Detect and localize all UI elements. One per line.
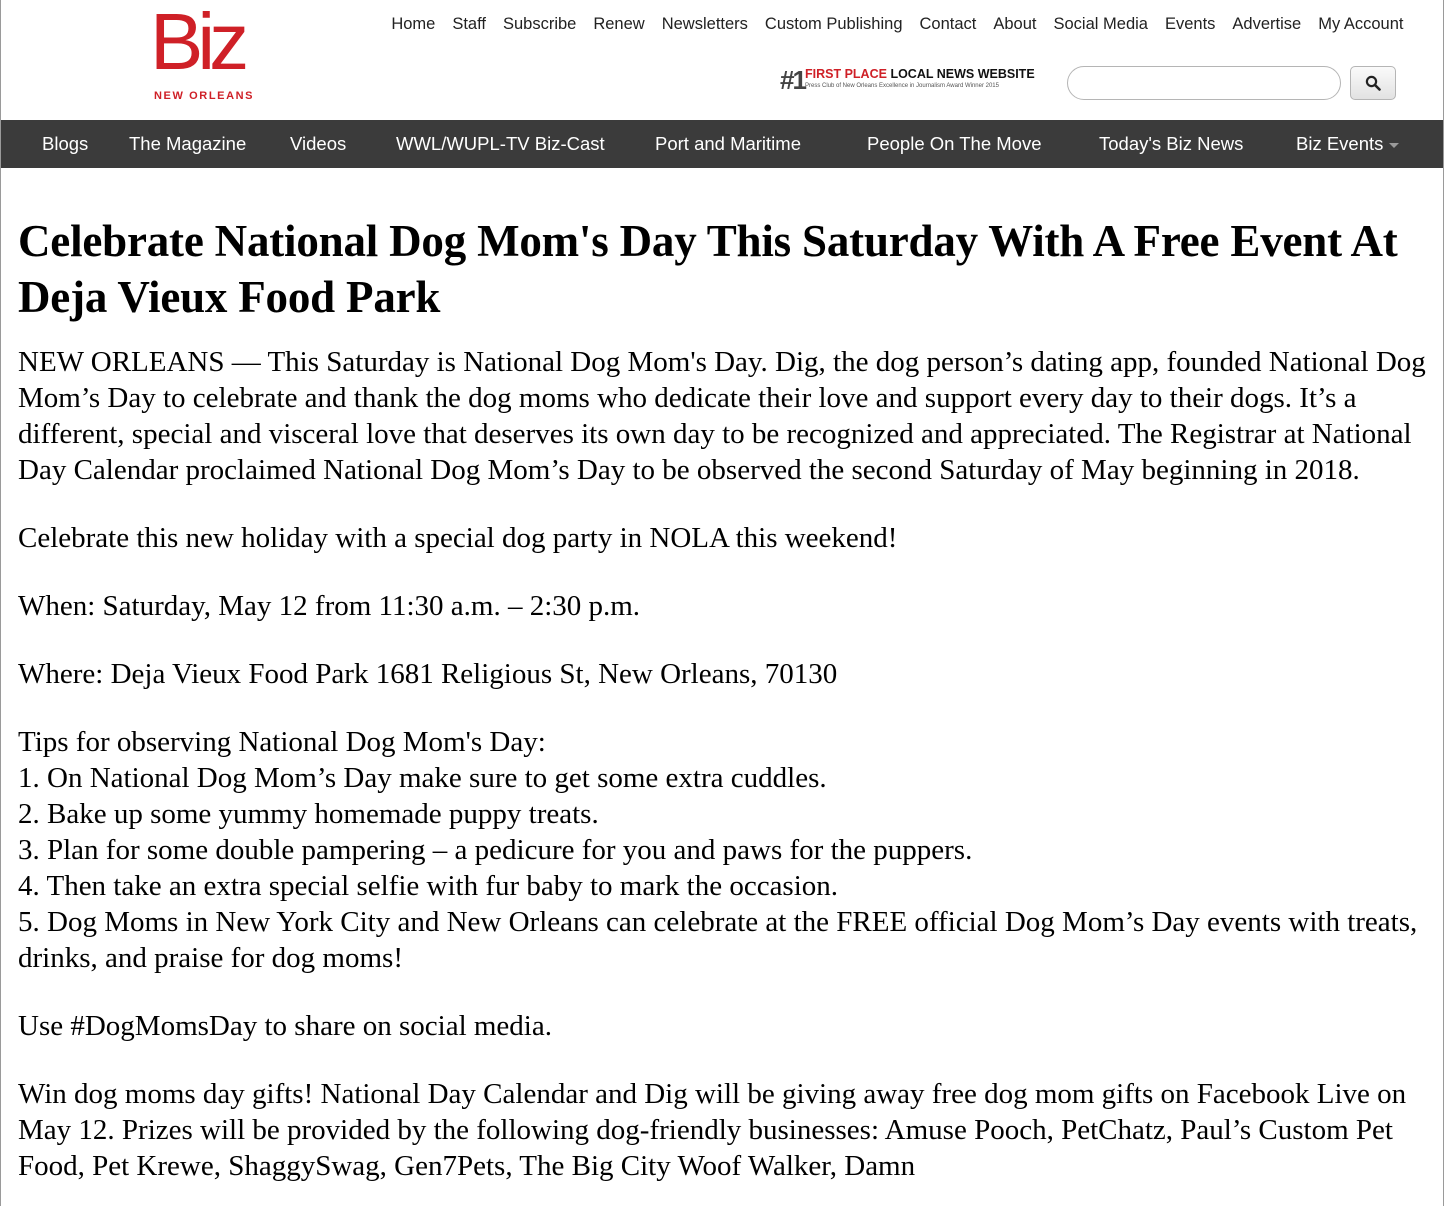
list-item: 1. On National Dog Mom’s Day make sure to get some extra cuddles. — [18, 762, 827, 794]
article — [18, 213, 1428, 1216]
top-nav-subscribe[interactable]: Subscribe — [502, 15, 577, 33]
article-title: Celebrate National Dog Mom's Day This Saturday With A Free Event At Deja Vieux Food Park — [18, 216, 1398, 322]
main-nav-blogs[interactable]: Blogs — [42, 133, 89, 154]
top-nav-staff[interactable]: Staff — [452, 15, 486, 33]
list-item: 4. Then take an extra special selfie with fur baby to mark the occasion. — [18, 870, 839, 902]
top-nav-events[interactable]: Events — [1164, 15, 1216, 33]
main-nav-biz-events-label: Biz Events — [1296, 133, 1384, 154]
main-nav — [1, 120, 1443, 168]
top-nav — [383, 13, 1412, 35]
main-nav-todays-biz-news[interactable]: Today's Biz News — [1099, 133, 1244, 154]
article-paragraph-celebrate: Celebrate this new holiday with a special dog party in NOLA this weekend! — [18, 522, 898, 554]
logo-subtitle: NEW ORLEANS — [154, 90, 255, 102]
logo-wordmark: Biz — [150, 0, 244, 86]
main-nav-port-and-maritime[interactable]: Port and Maritime — [655, 133, 801, 154]
main-nav-the-magazine[interactable]: The Magazine — [129, 133, 247, 154]
main-nav-people-on-the-move[interactable]: People On The Move — [867, 133, 1042, 154]
top-nav-home[interactable]: Home — [391, 15, 436, 33]
top-nav-my-account[interactable]: My Account — [1318, 15, 1404, 33]
list-item: 2. Bake up some yummy homemade puppy treats. — [18, 798, 599, 830]
top-nav-social-media[interactable]: Social Media — [1053, 15, 1148, 33]
main-nav-biz-events[interactable] — [1296, 120, 1399, 168]
top-nav-contact[interactable]: Contact — [919, 15, 977, 33]
search-input[interactable] — [1067, 66, 1341, 100]
article-body — [18, 344, 1428, 1184]
award-caption: Press Club of New Orleans Excellence in Journalism Award Winner 2015 — [805, 83, 999, 89]
article-win-gifts: Win dog moms day gifts! National Day Calendar and Dig will be giving away free dog mom gifts on Facebook Live on May 12. Prizes will be provided by the following dog-friendly businesses: Amuse Pooch, PetChatz, Paul’s Custom Pet Food, Pet Krewe, ShaggySwag, Gen7Pets, The Big City Woof Walker, Damn — [18, 1078, 1407, 1182]
article-where: Where: Deja Vieux Food Park 1681 Religious St, New Orleans, 70130 — [18, 658, 838, 690]
top-nav-about[interactable]: About — [993, 15, 1037, 33]
award-number: #1 — [780, 65, 805, 95]
main-nav-videos[interactable]: Videos — [290, 133, 347, 154]
award-title-first-place: FIRST PLACE — [805, 67, 887, 81]
tips-heading: Tips for observing National Dog Mom's Day: — [18, 726, 546, 758]
article-when: When: Saturday, May 12 from 11:30 a.m. – 2:30 p.m. — [18, 590, 641, 622]
list-item: 5. Dog Moms in New York City and New Orleans can celebrate at the FREE official Dog Mom’s Day events with treats, drinks, and praise for dog moms! — [18, 906, 1418, 974]
article-paragraph-intro: NEW ORLEANS — This Saturday is National Dog Mom's Day. Dig, the dog person’s dating app, founded National Dog Mom’s Day to celebrate and thank the dog moms who dedicate their love and support every day to their dogs. It’s a different, special and visceral love that deserves its own day to be recognized and appreciated. The Registrar at National Day Calendar proclaimed National Dog Mom’s Day to be observed the second Saturday of May beginning in 2018. — [18, 346, 1426, 486]
chevron-down-icon — [1389, 143, 1399, 148]
top-nav-custom-publishing[interactable]: Custom Publishing — [764, 15, 903, 33]
article-social: Use #DogMomsDay to share on social media. — [18, 1010, 552, 1042]
award-title — [805, 67, 1035, 81]
main-nav-biz-cast[interactable]: WWL/WUPL-TV Biz-Cast — [396, 133, 605, 154]
biz-new-orleans-logo[interactable] — [150, 0, 262, 106]
tips-list — [18, 724, 1428, 976]
top-nav-advertise[interactable]: Advertise — [1232, 15, 1302, 33]
search-icon — [1365, 75, 1381, 91]
search-button[interactable] — [1350, 66, 1396, 100]
award-title-local-news: LOCAL NEWS WEBSITE — [890, 67, 1035, 81]
list-item: 3. Plan for some double pampering – a pedicure for you and paws for the puppers. — [18, 834, 973, 866]
top-nav-newsletters[interactable]: Newsletters — [661, 15, 748, 33]
top-nav-renew[interactable]: Renew — [593, 15, 645, 33]
award-badge — [780, 66, 1050, 96]
